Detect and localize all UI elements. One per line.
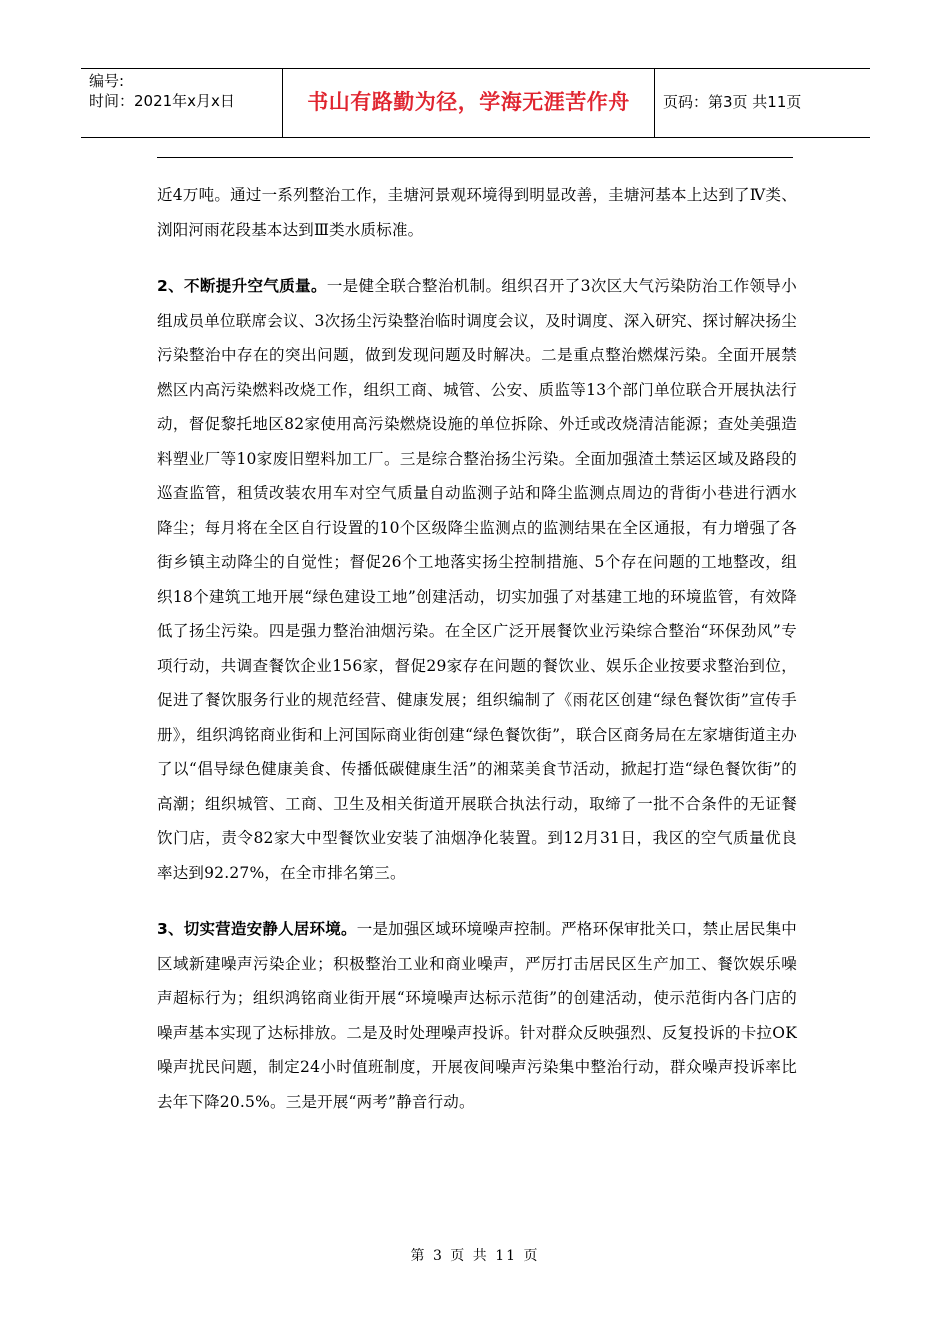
paragraph-text: 一是健全联合整治机制。组织召开了3次区大气污染防治工作领导小组成员单位联席会议、3次扬尘污染整治临时调度会议，及时调度、深入研究、探讨解决扬尘污染整治中存在的突出问题，做到发现问题及时解决。二是重点整治燃煤污染。全面开展禁燃区内高污染燃料改烧工作，组织工商、城管、公安、质监等13个部门单位联合开展执法行动，督促黎托地区82家使用高污染燃烧设施的单位拆除、外迁或改烧清洁能源；查处美强造料塑业厂等10家废旧塑料加工厂。三是综合整治扬尘污染。全面加强渣土禁运区域及路段的巡查监管，租赁改装农用车对空气质量自动监测子站和降尘监测点周边的背街小巷进行洒水降尘；每月将在全区自行设置的10个区级降尘监测点的监测结果在全区通报，有力增强了各街乡镇主动降尘的自觉性；督促26个工地落实扬尘控制措施、5个存在问题的工地整改，组织18个建筑工地开展“绿色建设工地”创建活动，切实加强了对基建工地的环境监管，有效降低了扬尘污染。四是强力整治油烟污染。在全区广泛开展餐饮业污染综合整治“环保劲风”专项行动，共调查餐饮企业156家，督促29家存在问题的餐饮业、娱乐企业按要求整治到位，促进了餐饮服务行业的规范经营、健康发展；组织编制了《雨花区创建“绿色餐饮街”宣传手册》，组织鸿铭商业街和上河国际商业街创建“绿色餐饮街”，联合区商务局在左家塘街道主办了以“倡导绿色健康美食、传播低碳健康生活”的湘菜美食节活动，掀起打造“绿色餐饮街”的高潮；组织城管、工商、卫生及相关街道开展联合执法行动，取缔了一批不合条件的无证餐饮门店，责令82家大中型餐饮业安装了油烟净化装置。到12月31日，我区的空气质量优良率达到92.27%，在全市排名第三。 <box>157 277 797 882</box>
header-meta <box>81 69 283 137</box>
section-heading-quiet-environment: 3、切实营造安静人居环境。 <box>157 920 357 938</box>
header-page-number: 页码：第3页 共11页 <box>663 92 802 111</box>
paragraph-text: 近4万吨。通过一系列整治工作，圭塘河景观环境得到明显改善，圭塘河基本上达到了Ⅳ类、浏阳河雨花段基本达到Ⅲ类水质标准。 <box>157 186 797 239</box>
paragraph-text: 一是加强区域环境噪声控制。严格环保审批关口，禁止居民集中区域新建噪声污染企业；积极整治工业和商业噪声，严厉打击居民区生产加工、餐饮娱乐噪声超标行为；组织鸿铭商业街开展“环境噪声达标示范街”的创建活动，使示范街内各门店的噪声基本实现了达标排放。二是及时处理噪声投诉。针对群众反映强烈、反复投诉的卡拉OK噪声扰民问题，制定24小时值班制度，开展夜间噪声污染集中整治行动，群众噪声投诉率比去年下降20.5%。三是开展“两考”静音行动。 <box>157 920 797 1111</box>
paragraph-continuation <box>157 178 797 247</box>
header-divider <box>157 157 793 158</box>
document-body <box>157 178 797 1119</box>
page-footer: 第 3 页 共 11 页 <box>410 1248 540 1264</box>
document-date: 时间：2021年x月x日 <box>89 92 235 110</box>
page-header <box>81 68 870 138</box>
section-heading-air-quality: 2、不断提升空气质量。 <box>157 277 327 295</box>
paragraph-quiet-environment <box>157 912 797 1119</box>
header-motto-cell <box>283 69 655 137</box>
paragraph-air-quality <box>157 269 797 890</box>
header-motto: 书山有路勤为径，学海无涯苦作舟 <box>307 90 630 114</box>
header-page-cell <box>655 69 870 137</box>
document-number-label: 编号: <box>89 72 125 90</box>
